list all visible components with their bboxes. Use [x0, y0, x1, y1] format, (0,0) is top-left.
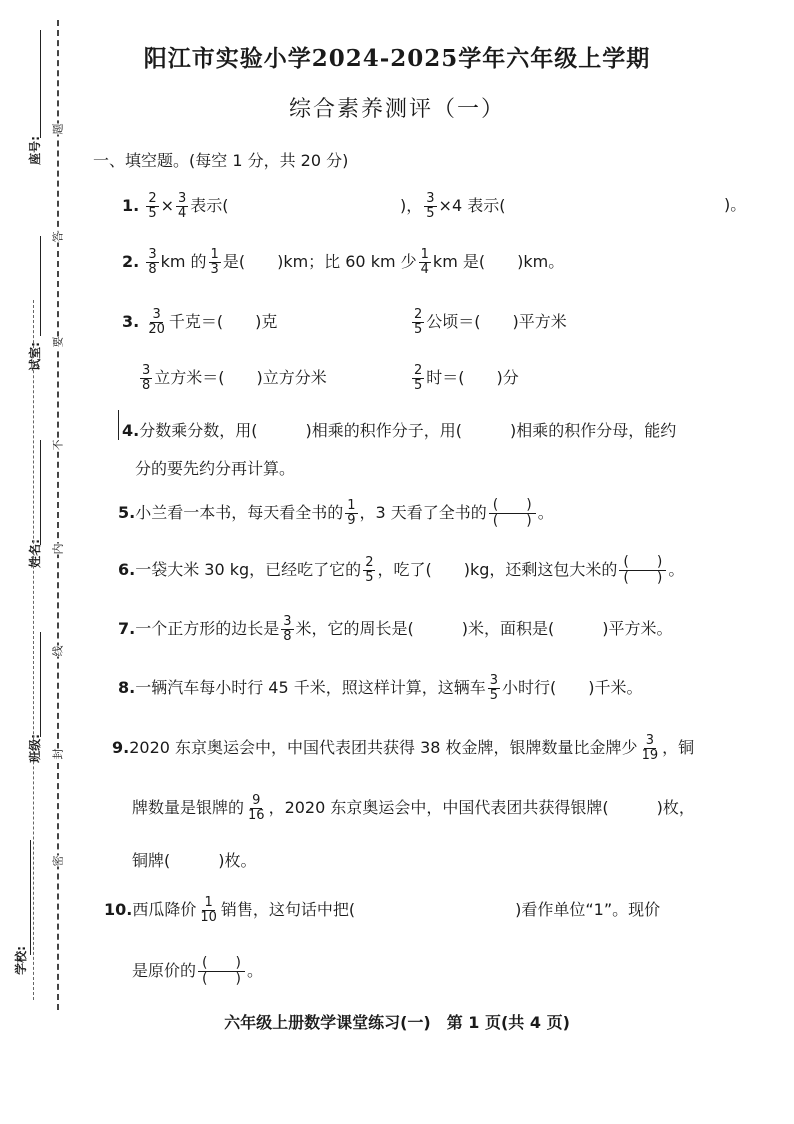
question-9-line3: 铜牌( )枚。: [132, 851, 257, 870]
fraction: $\frac{1}{3}$: [210, 247, 219, 277]
school-label: 学校:: [13, 946, 28, 975]
fraction: $\frac{3}{8}$: [148, 247, 157, 277]
seal-char: 内: [49, 544, 67, 555]
question-3-c: $\frac{3}{8}$ 立方米＝( )立方分米: [142, 363, 327, 393]
fraction: $\frac{2}{5}$: [365, 555, 374, 585]
fraction: $\frac{2}{5}$: [148, 191, 157, 221]
question-3-b: $\frac{2}{5}$ 公顷＝( )平方米: [414, 307, 567, 337]
exam-room-line: [40, 236, 41, 336]
question-10: 10.西瓜降价 $\frac{1}{10}$ 销售，这句话中把( )看作单位“1”。现价: [104, 895, 661, 925]
question-1-part2: )， $\frac{3}{5}$ ×4 表示(: [400, 191, 506, 221]
fraction: $\frac{3}{8}$: [142, 363, 151, 393]
fraction: $\frac{2}{5}$: [414, 363, 423, 393]
section-heading: 一、填空题。(每空 1 分，共 20 分): [93, 151, 349, 170]
seal-char: 不: [49, 440, 67, 451]
name-label: 姓名:: [27, 539, 42, 568]
outer-seal-line: [33, 300, 34, 1000]
question-9: 9.2020 东京奥运会中，中国代表团共获得 38 枚金牌，银牌数量比金牌少 $\frac{3}{19}$ ，铜: [112, 733, 695, 763]
fraction: $\frac{1}{4}$: [420, 247, 429, 277]
fraction: $\frac{2}{5}$: [414, 307, 423, 337]
question-4-line2: 分的要先约分再计算。: [135, 459, 296, 478]
question-3-d: $\frac{2}{5}$ 时＝( )分: [414, 363, 519, 393]
question-number: 1.: [122, 196, 140, 215]
seal-char: 线: [49, 646, 67, 657]
question-3: 3. $\frac{3}{20}$ 千克＝( )克: [122, 307, 278, 337]
page-footer: 六年级上册数学课堂练习(一) 第 1 页(共 4 页): [224, 1013, 570, 1032]
exam-room-label: 试室:: [27, 342, 42, 371]
seal-char: 要: [49, 337, 67, 348]
margin-mark: [118, 410, 119, 440]
question-6: 6.一袋大米 30 kg，已经吃了它的 $\frac{2}{5}$ ，吃了( )kg，还剩这包大米的 ( ) ( ) 。: [118, 554, 685, 586]
seat-label: 座号:: [27, 136, 42, 165]
fraction: $\frac{9}{16}$: [248, 793, 265, 823]
exam-title: 阳江市实验小学2024-2025学年六年级上学期: [143, 45, 651, 72]
class-line: [40, 632, 41, 737]
question-9-line2: 牌数量是银牌的 $\frac{9}{16}$ ，2020 东京奥运会中，中国代表团共获得银牌( )枚，: [132, 793, 695, 823]
seal-char: 密: [49, 856, 67, 867]
answer-fraction-blank[interactable]: ( ) ( ): [619, 555, 666, 586]
question-1-end: )。: [724, 195, 747, 214]
school-line: [30, 840, 31, 955]
fraction: $\frac{3}{19}$: [641, 733, 659, 763]
question-8: 8.一辆汽车每小时行 45 千米，照这样计算，这辆车 $\frac{3}{5}$ 小时行( )千米。: [118, 673, 643, 703]
answer-fraction-blank[interactable]: ( ) ( ): [489, 498, 536, 529]
fraction: $\frac{3}{5}$: [426, 191, 435, 221]
seal-char: 题: [49, 124, 67, 135]
fraction: $\frac{3}{5}$: [489, 673, 499, 703]
fraction: $\frac{1}{10}$: [200, 895, 217, 925]
fraction: $\frac{3}{20}$: [148, 307, 165, 337]
question-10-line2: 是原价的 ( ) ( ) 。: [132, 955, 263, 987]
question-7: 7.一个正方形的边长是 $\frac{3}{8}$ 米，它的周长是( )米，面积是( )平方米。: [118, 614, 673, 644]
fraction: $\frac{3}{8}$: [283, 614, 292, 644]
question-1: 1. $\frac{2}{5}$ × $\frac{3}{4}$ 表示(: [122, 191, 229, 221]
seal-char: 封: [49, 749, 67, 760]
question-2: 2. $\frac{3}{8}$ km 的 $\frac{1}{3}$ 是( )km；比 60 km 少 $\frac{1}{4}$ km 是( )km。: [122, 247, 565, 277]
fraction: $\frac{3}{4}$: [178, 191, 187, 221]
exam-subtitle: 综合素养测评（一）: [288, 97, 505, 122]
class-label: 班级:: [27, 734, 42, 763]
name-line: [40, 440, 41, 545]
seal-char: 答: [49, 232, 67, 243]
answer-fraction-blank[interactable]: ( ) ( ): [198, 956, 245, 987]
question-4: 4.分数乘分数，用( )相乘的积作分子，用( )相乘的积作分母，能约: [122, 421, 677, 440]
fraction: $\frac{1}{9}$: [347, 498, 356, 528]
question-5: 5.小兰看一本书，每天看全书的 $\frac{1}{9}$ ，3 天看了全书的 ( ) ( ) 。: [118, 497, 554, 529]
